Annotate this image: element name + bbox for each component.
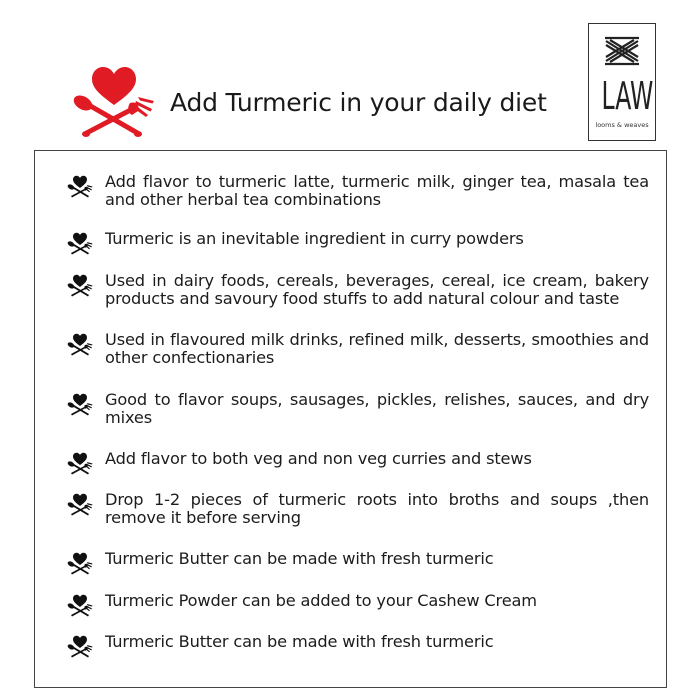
logo-tagline: looms & weaves: [595, 121, 649, 129]
heart-spoon-fork-icon: [67, 634, 93, 660]
logo-name: LAW: [601, 74, 654, 118]
list-item-text: Drop 1-2 pieces of turmeric roots into broths and soups ,then remove it before serving: [105, 490, 649, 527]
heart-spoon-fork-icon: [67, 492, 93, 518]
brand-logo: [588, 23, 656, 141]
heart-spoon-fork-icon: [67, 593, 93, 619]
heart-spoon-fork-icon: [67, 273, 93, 299]
list-item: [67, 592, 649, 619]
list-item: [67, 550, 649, 577]
heart-spoon-fork-icon: [72, 63, 156, 139]
list-item: [67, 633, 649, 660]
heart-spoon-fork-icon: [67, 451, 93, 477]
list-item-text: Good to flavor soups, sausages, pickles, relishes, sauces, and dry mixes: [105, 390, 649, 427]
list-item-text: Turmeric is an inevitable ingredient in curry powders: [105, 229, 524, 248]
heart-spoon-fork-icon: [67, 174, 93, 200]
list-item: [67, 450, 649, 477]
tips-panel: [34, 150, 667, 688]
heart-spoon-fork-icon: [67, 392, 93, 418]
list-item: [67, 173, 649, 209]
list-item: [67, 331, 649, 367]
list-item: [67, 491, 649, 527]
list-item: [67, 391, 649, 427]
woven-lines-icon: [604, 35, 640, 67]
heart-spoon-fork-icon: [67, 332, 93, 358]
list-item-text: Turmeric Powder can be added to your Cashew Cream: [105, 591, 537, 610]
heart-spoon-fork-icon: [67, 231, 93, 257]
list-item: [67, 272, 649, 308]
list-item-text: Add flavor to both veg and non veg curries and stews: [105, 449, 532, 468]
list-item: [67, 230, 649, 257]
page-title: Add Turmeric in your daily diet: [170, 88, 547, 117]
list-item-text: Turmeric Butter can be made with fresh turmeric: [105, 632, 494, 651]
heart-spoon-fork-icon: [67, 551, 93, 577]
list-item-text: Used in flavoured milk drinks, refined milk, desserts, smoothies and other confectionaries: [105, 330, 649, 367]
list-item-text: Add flavor to turmeric latte, turmeric milk, ginger tea, masala tea and other herbal tea combinations: [105, 172, 649, 209]
list-item-text: Turmeric Butter can be made with fresh turmeric: [105, 549, 494, 568]
list-item-text: Used in dairy foods, cereals, beverages, cereal, ice cream, bakery products and savoury food stuffs to add natural colour and taste: [105, 271, 649, 308]
